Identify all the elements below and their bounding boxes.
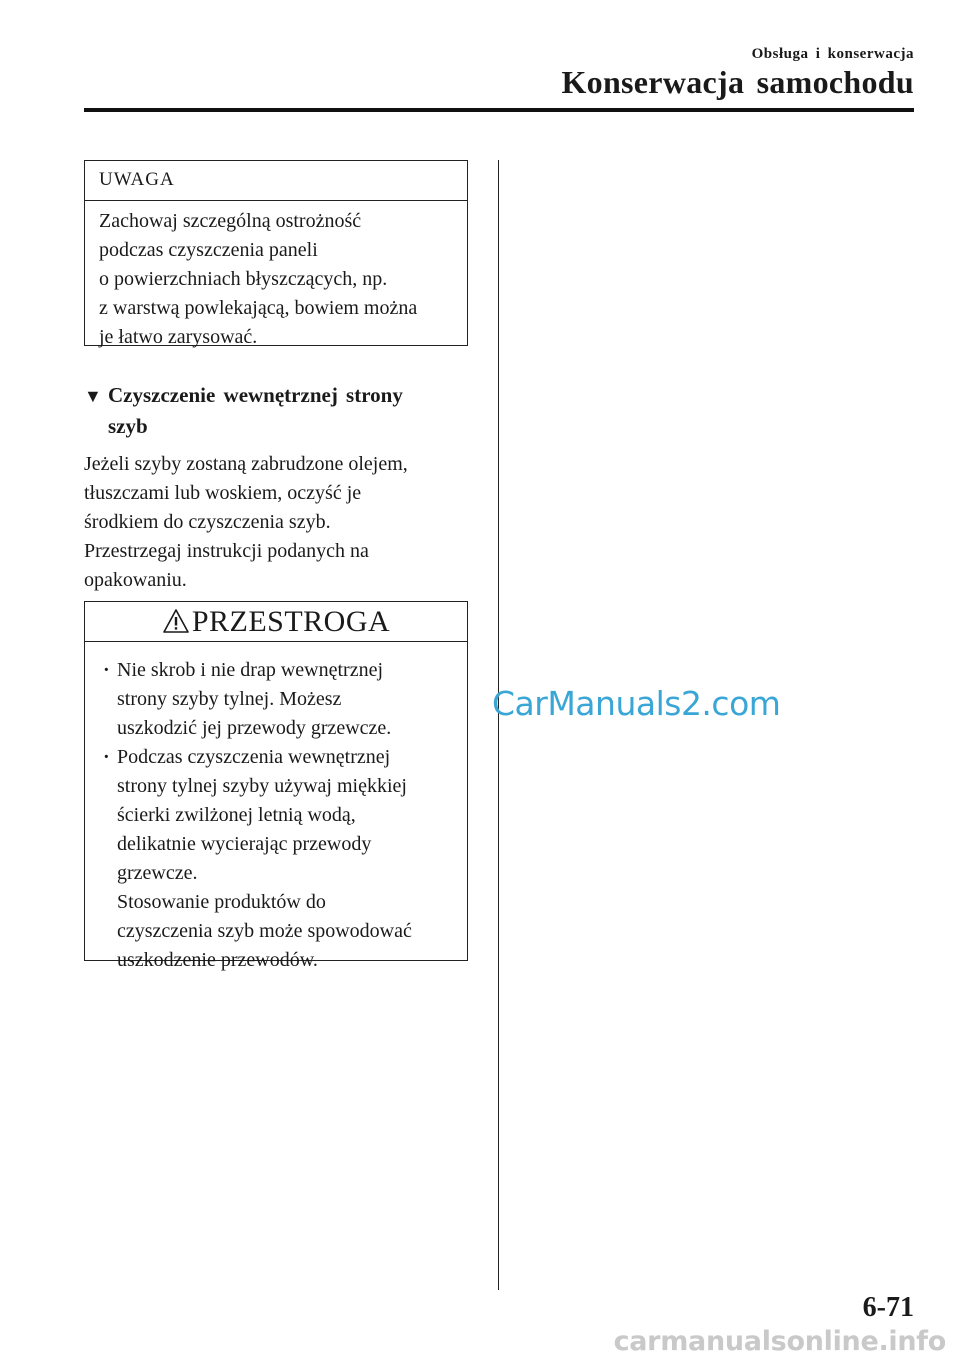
down-triangle-icon: ▼ xyxy=(84,386,102,406)
notice-line: o powierzchniach błyszczących, np. xyxy=(99,268,388,290)
bullet-dot: · xyxy=(103,746,110,768)
caution-line: Podczas czyszczenia wewnętrznej xyxy=(117,746,391,768)
caution-line: Stosowanie produktów do xyxy=(117,891,326,913)
caution-box xyxy=(84,601,468,971)
notice-line: Zachowaj szczególną ostrożność xyxy=(99,210,362,232)
caution-line: strony tylnej szyby używaj miękkiej xyxy=(117,775,407,797)
caution-line: Nie skrob i nie drap wewnętrznej xyxy=(117,659,384,681)
caution-line: ścierki zwilżonej letnią wodą, xyxy=(117,804,356,826)
notice-line: podczas czyszczenia paneli xyxy=(99,239,318,261)
notice-line: z warstwą powlekającą, bowiem można xyxy=(99,297,418,319)
caution-item xyxy=(99,743,457,975)
header-section-label: Obsługa i konserwacja xyxy=(751,46,914,62)
bullet-dot: · xyxy=(103,659,110,681)
caution-line: uszkodzić jej przewody grzewcze. xyxy=(117,717,392,739)
watermark-carmanuals2[interactable]: CarManuals2.com xyxy=(492,684,781,723)
header-divider xyxy=(84,108,914,112)
body-paragraph xyxy=(84,450,474,595)
section-heading xyxy=(84,380,468,441)
paragraph-line: Jeżeli szyby zostaną zabrudzone olejem, xyxy=(84,453,408,475)
page-number: 6-71 xyxy=(862,1292,914,1323)
caution-line: strony szyby tylnej. Możesz xyxy=(117,688,342,710)
caution-body xyxy=(85,642,467,975)
paragraph-line: środkiem do czyszczenia szyb. xyxy=(84,511,331,533)
caution-header xyxy=(85,602,467,642)
section-heading-line: szyb xyxy=(108,414,148,438)
caution-line: delikatnie wycierając przewody xyxy=(117,833,372,855)
paragraph-line: Przestrzegaj instrukcji podanych na xyxy=(84,540,369,562)
warning-triangle-icon xyxy=(162,608,190,634)
notice-box xyxy=(84,160,468,346)
notice-body xyxy=(85,201,467,352)
caution-line: grzewcze. xyxy=(117,862,198,884)
section-heading-line: Czyszczenie wewnętrznej strony xyxy=(108,383,403,407)
caution-item xyxy=(99,656,457,743)
column-divider xyxy=(498,160,499,1290)
page-title: Konserwacja samochodu xyxy=(561,64,914,100)
caution-label: PRZESTROGA xyxy=(191,605,391,638)
caution-line: uszkodzenie przewodów. xyxy=(117,949,318,971)
paragraph-line: opakowaniu. xyxy=(84,569,187,591)
watermark-carmanualsonline[interactable]: carmanualsonline.info xyxy=(613,1326,946,1357)
paragraph-line: tłuszczami lub woskiem, oczyść je xyxy=(84,482,362,504)
notice-line: je łatwo zarysować. xyxy=(99,326,258,348)
caution-line: czyszczenia szyb może spowodować xyxy=(117,920,412,942)
notice-label: UWAGA xyxy=(85,161,467,201)
